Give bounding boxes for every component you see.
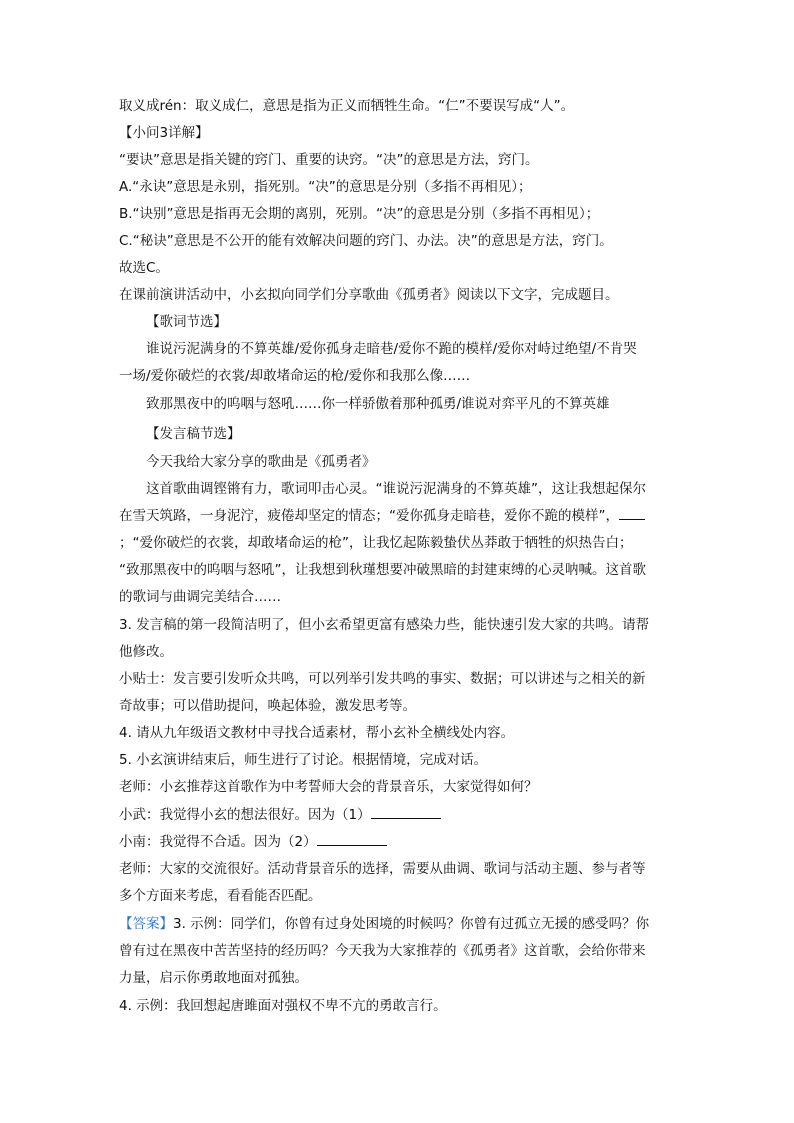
text-line: “要诀”意思是指关键的窍门、重要的诀窍。“决”的意思是方法，窍门。: [119, 152, 539, 168]
dialogue-line: 老师：小玄推荐这首歌作为中考誓师大会的背景音乐，大家觉得如何？: [119, 779, 538, 795]
answer-line: 力量，启示你勇敢地面对孤独。: [119, 970, 308, 986]
speech-line: 今天我给大家分享的歌曲是《孤勇者》: [146, 454, 376, 470]
dialogue-line: 老师：大家的交流很好。活动背景音乐的选择，需要从曲调、歌词与活动主题、参与者等: [119, 861, 646, 877]
dialogue-text: 小南：我觉得不合适。因为（2）: [119, 834, 317, 850]
dialogue-text: 小武：我觉得小玄的想法很好。因为（1）: [119, 807, 371, 823]
question-3: 3. 发言稿的第一段简洁明了，但小玄希望更富有感染力些，能快速引发大家的共鸣。请帮: [119, 617, 650, 633]
dialogue-line: [119, 833, 679, 851]
answer-choice: 故选C。: [119, 260, 169, 276]
dialogue-line: 多个方面来考虑，看看能否匹配。: [119, 888, 322, 904]
text-line: 取义成rén：取义成仁，意思是指为正义而牺牲生命。“仁”不要误写成“人”。: [119, 98, 575, 114]
answer-text: 3. 示例：同学们，你曾有过身处困境的时候吗？你曾有过孤立无援的感受吗？你: [173, 916, 650, 932]
speech-heading: 【发言稿节选】: [146, 426, 241, 442]
fill-blank[interactable]: [371, 806, 441, 819]
speech-line: 这首歌曲调铿锵有力，歌词叩击心灵。“谁说污泥满身的不算英雄”，这让我想起保尔: [146, 481, 646, 497]
lyrics-line: 致那黑夜中的呜咽与怒吼……你一样骄傲着那种孤勇/谁说对弈平凡的不算英雄: [146, 396, 610, 412]
speech-line: “致那黑夜中的呜咽与怒吼”，让我想到秋瑾想要冲破黑暗的封建束缚的心灵呐喊。这首歌: [119, 562, 646, 578]
answer-line: 曾有过在黑夜中苦苦坚持的经历吗？今天我为大家推荐的《孤勇者》这首歌，会给你带来: [119, 943, 646, 959]
answer-line: [119, 915, 679, 933]
option-c: C.“秘诀”意思是不公开的能有效解决问题的窍门、办法。决”的意思是方法，窍门。: [119, 233, 613, 249]
question-5: 5. 小玄演讲结束后，师生进行了讨论。根据情境，完成对话。: [119, 752, 488, 768]
dialogue-line: [119, 806, 679, 824]
tip-line: 奇故事；可以借助提问，唤起体验，激发思考等。: [119, 698, 416, 714]
option-a: A.“永诀”意思是永别，指死别。“决”的意思是分别（多指不再相见）；: [119, 179, 532, 195]
answer-tag: 【答案】: [119, 916, 173, 932]
speech-text: 在雪天筑路，一身泥泞，疲倦却坚定的情态；“爱你孤身走暗巷，爱你不跪的模样”，: [119, 508, 619, 524]
lyrics-heading: 【歌词节选】: [146, 314, 227, 330]
speech-line: 的歌词与曲调完美结合……: [119, 589, 281, 605]
option-b: B.“诀别”意思是指再无会期的离别，死别。“决”的意思是分别（多指不再相见）；: [119, 206, 600, 222]
lyrics-line: 谁说污泥满身的不算英雄/爱你孤身走暗巷/爱你不跪的模样/爱你对峙过绝望/不肯哭: [146, 341, 637, 357]
section-heading: 【小问3详解】: [119, 125, 209, 141]
speech-line: [119, 507, 679, 525]
text-line: 在课前演讲活动中，小玄拟向同学们分享歌曲《孤勇者》阅读以下文字，完成题目。: [119, 287, 619, 303]
speech-line: ；“爱你破烂的衣裳，却敢堵命运的枪”，让我忆起陈毅蛰伏丛莽敢于牺牲的炽热告白；: [119, 535, 633, 551]
answer-line: 4. 示例：我回想起唐雎面对强权不卑不亢的勇敢言行。: [119, 998, 447, 1014]
lyrics-line: 一场/爱你破烂的衣裳/却敢堵命运的枪/爱你和我那么像……: [119, 368, 471, 384]
fill-blank[interactable]: [619, 507, 645, 520]
question-3: 他修改。: [119, 644, 173, 660]
fill-blank[interactable]: [317, 833, 387, 846]
tip-line: 小贴士：发言要引发听众共鸣，可以列举引发共鸣的事实、数据；可以讲述与之相关的新: [119, 671, 646, 687]
question-4: 4. 请从九年级语文教材中寻找合适素材，帮小玄补全横线处内容。: [119, 725, 515, 741]
